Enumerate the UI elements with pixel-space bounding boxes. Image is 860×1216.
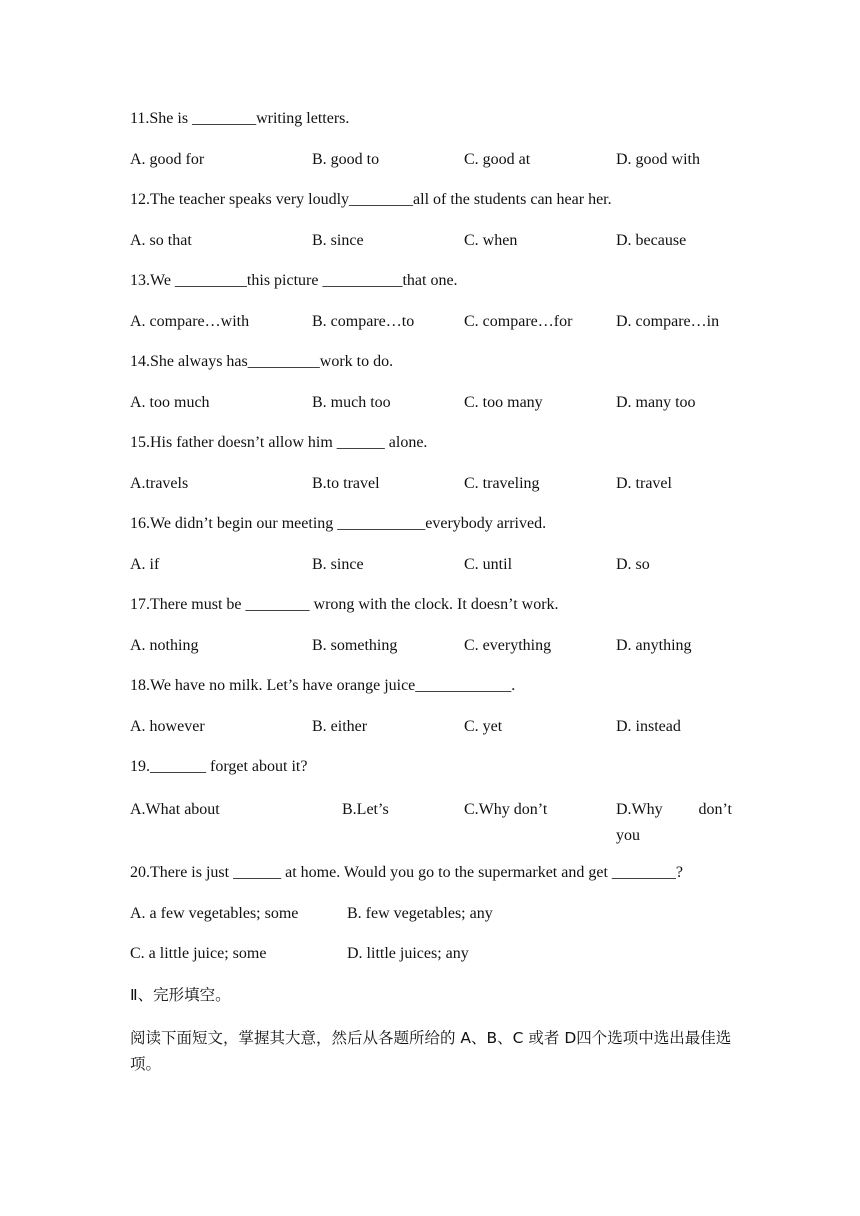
option-b: B.Let’s [342, 801, 389, 818]
question-stem: 14.She always has_________work to do. [130, 353, 394, 370]
option-b: B. something [312, 637, 398, 654]
question-stem: 16.We didn’t begin our meeting ___________everybody arrived. [130, 515, 547, 532]
section-instruction: 阅读下面短文，掌握其大意，然后从各题所给的 A、B、C 或者 D四个选项中选出最佳选项。 [130, 1029, 732, 1073]
question-stem: 11.She is ________writing letters. [130, 110, 350, 127]
option-b: B. much too [312, 394, 391, 411]
option-b: B. few vegetables; any [347, 905, 493, 922]
option-d: D. because [616, 232, 687, 249]
option-d: D. many too [616, 394, 696, 411]
option-c: C. yet [464, 718, 503, 735]
option-c: C. when [464, 232, 518, 249]
option-d: D. anything [616, 637, 692, 654]
option-a: A. too much [130, 394, 210, 411]
option-b: B. compare…to [312, 313, 415, 330]
question-stem: 18.We have no milk. Let’s have orange juice____________. [130, 677, 516, 694]
option-a: A. however [130, 718, 205, 735]
option-d: D. so [616, 556, 650, 573]
option-d: D. travel [616, 475, 672, 492]
option-d: D. little juices; any [347, 945, 469, 962]
option-c: C. traveling [464, 475, 540, 492]
option-d: D. instead [616, 718, 681, 735]
question-stem: 12.The teacher speaks very loudly________all of the students can hear her. [130, 191, 612, 208]
section-heading: Ⅱ、完形填空。 [130, 986, 231, 1004]
option-c: C. until [464, 556, 513, 573]
question-stem: 15.His father doesn’t allow him ______ alone. [130, 434, 428, 451]
option-c: C. a little juice; some [130, 945, 267, 962]
option-a: A. compare…with [130, 313, 250, 330]
option-b: B. either [312, 718, 368, 735]
option-c: C. everything [464, 637, 552, 654]
option-b: B.to travel [312, 475, 380, 492]
option-a: A.What about [130, 801, 220, 818]
option-d: D.Why don’t you [616, 801, 732, 844]
question-stem: 13.We _________this picture __________that one. [130, 272, 458, 289]
question-stem: 19._______ forget about it? [130, 758, 308, 775]
option-d: D. compare…in [616, 313, 720, 330]
option-a: A. nothing [130, 637, 199, 654]
question-stem: 17.There must be ________ wrong with the clock. It doesn’t work. [130, 596, 559, 613]
option-b: B. since [312, 556, 364, 573]
option-c: C. good at [464, 151, 531, 168]
option-a: A. so that [130, 232, 192, 249]
option-a: A. if [130, 556, 160, 573]
option-a: A.travels [130, 475, 189, 492]
option-b: B. good to [312, 151, 380, 168]
option-c: C. too many [464, 394, 543, 411]
option-c: C.Why don’t [464, 801, 548, 818]
option-b: B. since [312, 232, 364, 249]
question-stem: 20.There is just ______ at home. Would you go to the supermarket and get ________? [130, 864, 683, 881]
option-a: A. good for [130, 151, 205, 168]
option-a: A. a few vegetables; some [130, 905, 299, 922]
question-options [130, 797, 732, 843]
option-d: D. good with [616, 151, 700, 168]
option-c: C. compare…for [464, 313, 573, 330]
